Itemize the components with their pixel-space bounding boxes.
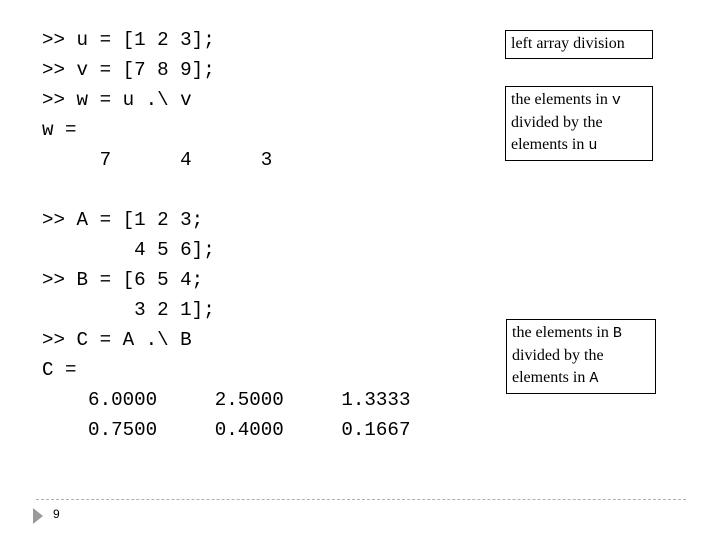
variable-u: u [588, 137, 598, 154]
code-line: >> v = [7 8 9]; [42, 59, 215, 81]
page-number: 9 [53, 507, 60, 521]
code-line: 4 5 6]; [42, 239, 215, 261]
code-line: 3 2 1]; [42, 299, 215, 321]
note-text: divided by the elements in [511, 114, 603, 153]
variable-b: B [612, 325, 622, 342]
code-line: 0.7500 0.4000 0.1667 [42, 419, 411, 441]
note-b-divided-by-a [506, 319, 656, 394]
footer-divider [36, 499, 686, 500]
variable-a: A [589, 370, 599, 387]
code-line: w = [42, 119, 77, 141]
code-line: >> u = [1 2 3]; [42, 29, 215, 51]
code-line: >> B = [6 5 4; [42, 269, 204, 291]
code-line: >> A = [1 2 3; [42, 209, 204, 231]
slide-marker-icon [33, 508, 43, 524]
code-line: >> C = A .\ B [42, 329, 192, 351]
code-block-matrices [42, 205, 410, 445]
code-line: C = [42, 359, 77, 381]
variable-v: v [611, 92, 621, 109]
note-left-array-division [505, 30, 653, 59]
note-v-divided-by-u [505, 86, 653, 161]
code-line: 6.0000 2.5000 1.3333 [42, 389, 411, 411]
note-text: the elements in [512, 324, 613, 341]
code-block-vectors [42, 25, 272, 175]
note-text: the elements in [511, 91, 612, 108]
note-text: left array division [511, 35, 625, 52]
code-line: >> w = u .\ v [42, 89, 192, 111]
code-line: 7 4 3 [42, 149, 273, 171]
note-text: divided by the elements in [512, 347, 604, 386]
